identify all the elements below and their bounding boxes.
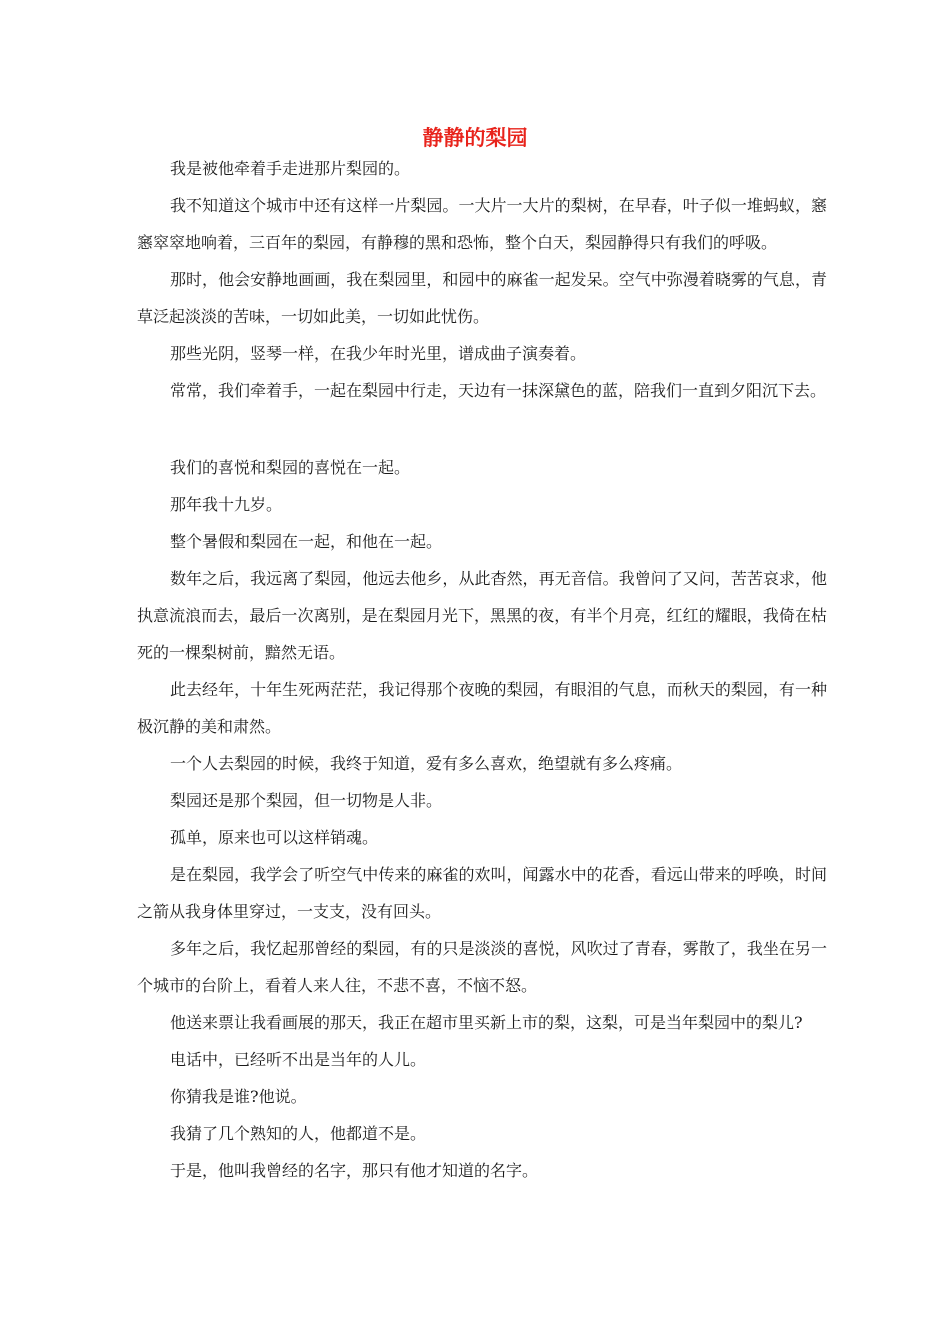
paragraph: 孤单，原来也可以这样销魂。 bbox=[170, 828, 379, 847]
paragraph: 梨园还是那个梨园，但一切物是人非。 bbox=[170, 791, 443, 810]
paragraph-gap bbox=[137, 409, 827, 449]
article-title: 静静的梨园 bbox=[422, 126, 528, 150]
paragraph: 常常，我们牵着手，一起在梨园中行走，天边有一抹深黛色的蓝，陪我们一直到夕阳沉下去。 bbox=[170, 381, 827, 400]
paragraph: 于是，他叫我曾经的名字，那只有他才知道的名字。 bbox=[170, 1161, 539, 1180]
paragraph: 数年之后，我远离了梨园，他远去他乡，从此杳然，再无音信。我曾问了又问，苦苦哀求，他执意流浪而去，最后一次离别，是在梨园月光下，黑黑的夜，有半个月亮，红红的耀眼，我倚在枯死的一棵梨树前，黯然无语。 bbox=[137, 569, 827, 662]
paragraph: 一个人去梨园的时候，我终于知道，爱有多么喜欢，绝望就有多么疼痛。 bbox=[170, 754, 683, 773]
paragraph: 电话中，已经听不出是当年的人儿。 bbox=[170, 1050, 427, 1069]
paragraph: 整个暑假和梨园在一起，和他在一起。 bbox=[170, 532, 443, 551]
paragraph: 那年我十九岁。 bbox=[170, 495, 283, 514]
paragraph: 我猜了几个熟知的人，他都道不是。 bbox=[170, 1124, 427, 1143]
paragraph: 多年之后，我忆起那曾经的梨园，有的只是淡淡的喜悦，风吹过了青春，雾散了，我坐在另一个城市的台阶上，看着人来人往，不悲不喜，不恼不怒。 bbox=[137, 939, 827, 995]
paragraph: 那时，他会安静地画画，我在梨园里，和园中的麻雀一起发呆。空气中弥漫着晓雾的气息，青草泛起淡淡的苦味，一切如此美，一切如此忧伤。 bbox=[137, 270, 827, 326]
paragraph: 你猜我是谁?他说。 bbox=[170, 1087, 307, 1106]
paragraph: 他送来票让我看画展的那天，我正在超市里买新上市的梨，这梨，可是当年梨园中的梨儿? bbox=[170, 1013, 803, 1032]
article-body bbox=[137, 150, 827, 1189]
paragraph: 那些光阴，竖琴一样，在我少年时光里，谱成曲子演奏着。 bbox=[170, 344, 587, 363]
paragraph: 此去经年，十年生死两茫茫，我记得那个夜晚的梨园，有眼泪的气息，而秋天的梨园，有一种极沉静的美和肃然。 bbox=[137, 680, 827, 736]
paragraph: 我是被他牵着手走进那片梨园的。 bbox=[170, 159, 411, 178]
paragraph: 我不知道这个城市中还有这样一片梨园。一大片一大片的梨树，在早春，叶子似一堆蚂蚁，窸窸窣窣地响着，三百年的梨园，有静穆的黑和恐怖，整个白天，梨园静得只有我们的呼吸。 bbox=[137, 196, 827, 252]
paragraph: 是在梨园，我学会了听空气中传来的麻雀的欢叫，闻露水中的花香，看远山带来的呼唤，时间之箭从我身体里穿过，一支支，没有回头。 bbox=[137, 865, 827, 921]
paragraph: 我们的喜悦和梨园的喜悦在一起。 bbox=[170, 458, 411, 477]
